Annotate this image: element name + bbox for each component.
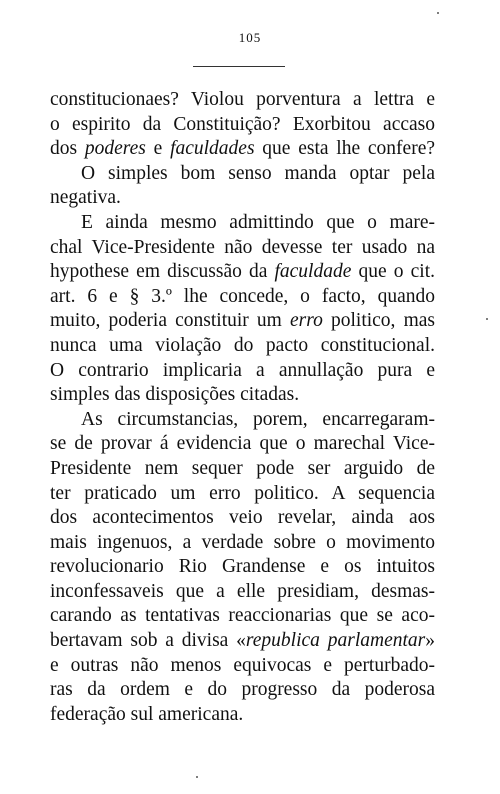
italic-fragment: faculdades xyxy=(170,138,255,160)
text-fragment: o espirito da Constituição? Exorbitou accaso xyxy=(50,113,435,135)
ink-speck xyxy=(437,12,439,14)
text-line xyxy=(50,531,435,556)
text-fragment: inconfessaveis que a elle presidiam, desmas- xyxy=(50,580,435,602)
text-fragment: que esta lhe confere? xyxy=(254,138,436,160)
text-fragment: chal Vice-Presidente não devesse ter usado na xyxy=(50,236,435,258)
page-number: 105 xyxy=(238,30,262,45)
text-fragment: constitucionaes? Violou porventura a lettra e xyxy=(50,89,435,110)
text-fragment: dos xyxy=(50,138,85,160)
text-fragment: O contrario implicaria a annullação pura e xyxy=(50,359,435,381)
text-fragment: As circumstancias, porem, encarregaram- xyxy=(81,408,435,430)
text-fragment: e outras não menos equivocas e perturbado- xyxy=(50,654,435,676)
text-fragment: mais ingenuos, a verdade sobre o movimento xyxy=(50,531,435,553)
text-fragment: E ainda mesmo admittindo que o mare- xyxy=(81,211,435,233)
body-text xyxy=(50,88,435,727)
ink-speck xyxy=(196,776,198,778)
text-line xyxy=(50,678,435,703)
text-line xyxy=(50,457,435,482)
text-fragment: art. 6 e § 3.º lhe concede, o facto, quando xyxy=(50,285,435,307)
header-rule xyxy=(193,66,285,67)
text-line xyxy=(50,432,435,457)
ink-speck xyxy=(486,318,488,320)
text-line xyxy=(50,285,435,310)
italic-fragment: republica parlamentar xyxy=(245,630,426,652)
text-line xyxy=(50,506,435,531)
text-line xyxy=(50,703,435,728)
text-fragment: ter praticado um erro politico. A sequencia xyxy=(50,482,435,504)
text-fragment: que o cit. xyxy=(351,261,435,283)
text-fragment: O simples bom senso manda optar pela xyxy=(81,162,435,184)
text-fragment: politico, mas xyxy=(322,310,435,332)
text-line xyxy=(50,137,435,162)
text-line xyxy=(50,113,435,138)
text-fragment: e xyxy=(145,138,171,160)
text-fragment: ras da ordem e do progresso da poderosa xyxy=(50,679,435,701)
text-fragment: federação sul americana. xyxy=(50,703,244,725)
text-fragment: se de provar á evidencia que o marechal Vice- xyxy=(50,433,435,455)
text-line xyxy=(50,162,435,187)
text-line xyxy=(50,555,435,580)
text-fragment: bertavam sob a divisa « xyxy=(50,630,246,652)
text-line xyxy=(50,580,435,605)
text-fragment: carando as tentativas reaccionarias que se aco- xyxy=(50,605,435,627)
text-fragment: negativa. xyxy=(50,187,121,209)
text-fragment: revolucionario Rio Grandense e os intuitos xyxy=(50,556,435,578)
italic-fragment: erro xyxy=(289,310,323,332)
text-fragment: dos acontecimentos veio revelar, ainda aos xyxy=(50,507,435,529)
text-line xyxy=(50,186,435,211)
text-fragment: muito, poderia constituir um xyxy=(50,310,290,332)
text-fragment: nunca uma violação do pacto constitucional. xyxy=(50,334,435,356)
text-line xyxy=(50,482,435,507)
italic-fragment: poderes xyxy=(84,138,146,160)
text-line xyxy=(50,654,435,679)
text-fragment: hypothese em discussão da xyxy=(50,261,275,283)
text-fragment: Presidente nem sequer pode ser arguido de xyxy=(50,457,435,479)
text-line xyxy=(50,260,435,285)
text-fragment: simples das disposições citadas. xyxy=(50,384,300,406)
text-line xyxy=(50,211,435,236)
italic-fragment: faculdade xyxy=(274,261,352,283)
text-fragment: » xyxy=(425,630,435,652)
text-line xyxy=(50,359,435,384)
text-line xyxy=(50,383,435,408)
text-line xyxy=(50,88,435,113)
text-line xyxy=(50,408,435,433)
text-line xyxy=(50,309,435,334)
text-line xyxy=(50,334,435,359)
text-line xyxy=(50,629,435,654)
text-line xyxy=(50,604,435,629)
text-line xyxy=(50,236,435,261)
